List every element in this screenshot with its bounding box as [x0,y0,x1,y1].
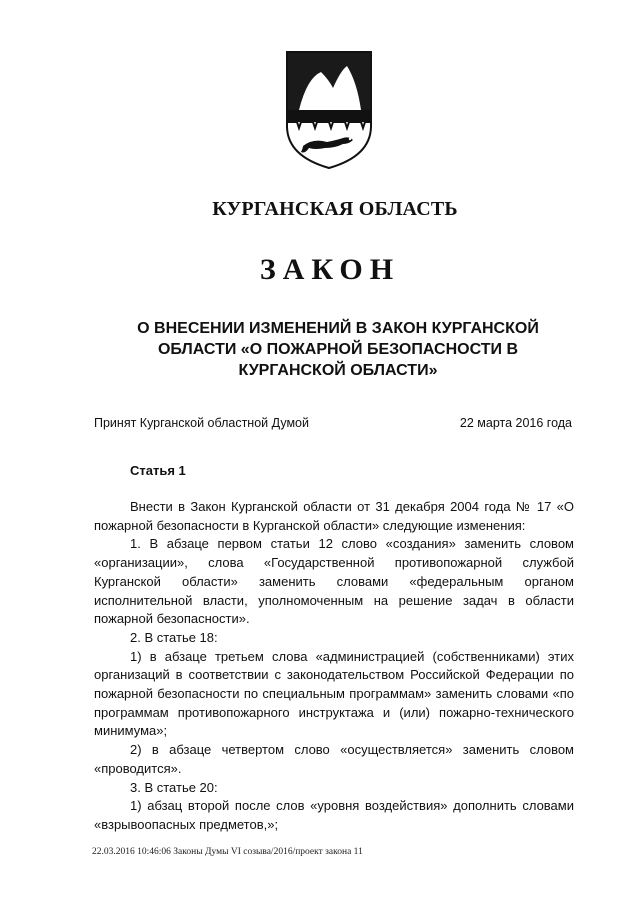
article-title: Статья 1 [130,463,186,478]
document-type-title: ЗАКОН [259,253,401,286]
article-paragraph: 2. В статье 18: [130,629,218,645]
law-subject-heading: О ВНЕСЕНИИ ИЗМЕНЕНИЙ В ЗАКОН КУРГАНСКОЙ ОБЛАСТИ «О ПОЖАРНОЙ БЕЗОПАСНОСТИ В КУРГАНСКОЙ ОБЛАСТИ» [137,320,539,379]
coat-of-arms-icon [283,48,375,172]
article-paragraph: 3. В статье 20: [130,779,218,795]
shield-band [288,110,370,122]
article-paragraph: 1. В абзаце первом статьи 12 слово «создания» заменить словом «организации», слова «Государственной противопожарной службой Курганской области» заменить словами «федеральным органом исполнительной власти, уполномоченным на решение задач в области пожарной безопасности». [94,536,574,627]
article-paragraph: 2) в абзаце четвертом слово «осуществляется» заменить словом «проводится». [94,742,574,776]
footer-file-path: 22.03.2016 10:46:06 Законы Думы VI созыва/2016/проект закона 11 [92,847,363,857]
article-body [94,498,574,835]
article-paragraph: 1) в абзаце третьем слова «администрацией (собственниками) этих организаций в соответствии с законодательством Российской Федерации по пожарной безопасности по специальным программам» заменить словами «по программам противопожарного инструктажа и (или) пожарно-технического минимума»; [94,648,574,739]
article-paragraph: Внести в Закон Курганской области от 31 декабря 2004 года № 17 «О пожарной безопасности в Курганской области» следующие изменения: [94,499,574,533]
adoption-date: 22 марта 2016 года [459,416,572,430]
article-paragraph: 1) абзац второй после слов «уровня воздействия» дополнить словами «взрывоопасных предметов,»; [94,798,574,832]
adopted-by-text: Принят Курганской областной Думой [94,416,309,430]
region-title: КУРГАНСКАЯ ОБЛАСТЬ [212,198,458,220]
